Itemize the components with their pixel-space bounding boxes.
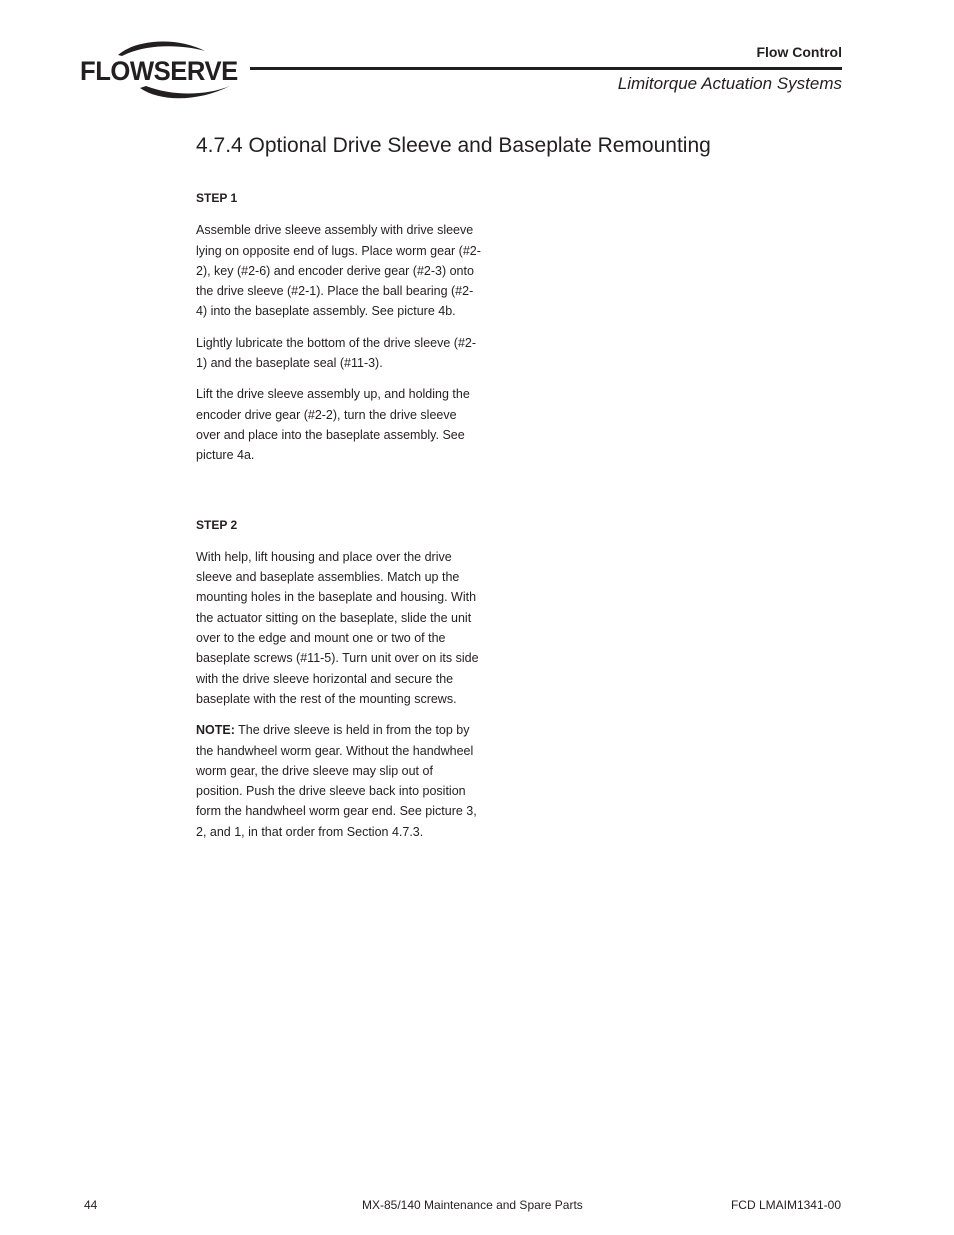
- step-1-paragraph: Lift the drive sleeve assembly up, and holding the encoder drive gear (#2-2), turn the drive sleeve over and place into the baseplate assembly. See picture 4a.: [196, 387, 470, 463]
- note-label: NOTE:: [196, 723, 235, 738]
- step-1-paragraph: Lightly lubricate the bottom of the drive sleeve (#2-1) and the baseplate seal (#11-3).: [196, 335, 477, 371]
- note-text: The drive sleeve is held in from the top by the handwheel worm gear. Without the handwheel worm gear, the drive sleeve may slip out of position. Push the drive sleeve back into position form the handwheel worm gear end. See picture 3, 2, and 1, in that order from Section 4.7.3.: [196, 723, 477, 839]
- note-paragraph: [196, 720, 481, 842]
- document-title: MX-85/140 Maintenance and Spare Parts: [362, 1198, 583, 1212]
- section-title: 4.7.4 Optional Drive Sleeve and Baseplate Remounting: [196, 134, 711, 157]
- main-content: [196, 188, 481, 853]
- header-rule: [250, 67, 842, 70]
- document-code: FCD LMAIM1341-00: [730, 1198, 841, 1212]
- product-line-subtitle: Limitorque Actuation Systems: [617, 74, 842, 93]
- spacer: [196, 477, 481, 515]
- step-2-paragraph: With help, lift housing and place over the drive sleeve and baseplate assemblies. Match up the mounting holes in the baseplate and housing. With the actuator sitting on the baseplate, slide the unit over to the edge and mount one or two of the baseplate screws (#11-5). Turn unit over on its side with the drive sleeve horizontal and secure the baseplate with the rest of the mounting screws.: [196, 549, 479, 706]
- flowserve-logo: [80, 38, 242, 104]
- step-1-paragraph: Assemble drive sleeve assembly with drive sleeve lying on opposite end of lugs. Place worm gear (#2-2), key (#2-6) and encoder derive gear (#2-3) onto the drive sleeve (#2-1). Place the ball bearing (#2-4) into the baseplate assembly. See picture 4b.: [196, 223, 481, 319]
- brand-wordmark: FLOWSERVE: [80, 56, 238, 86]
- step-2-heading: STEP 2: [196, 517, 238, 532]
- division-label: Flow Control: [756, 44, 842, 60]
- page-number: 44: [84, 1198, 98, 1212]
- step-1-heading: STEP 1: [196, 191, 238, 205]
